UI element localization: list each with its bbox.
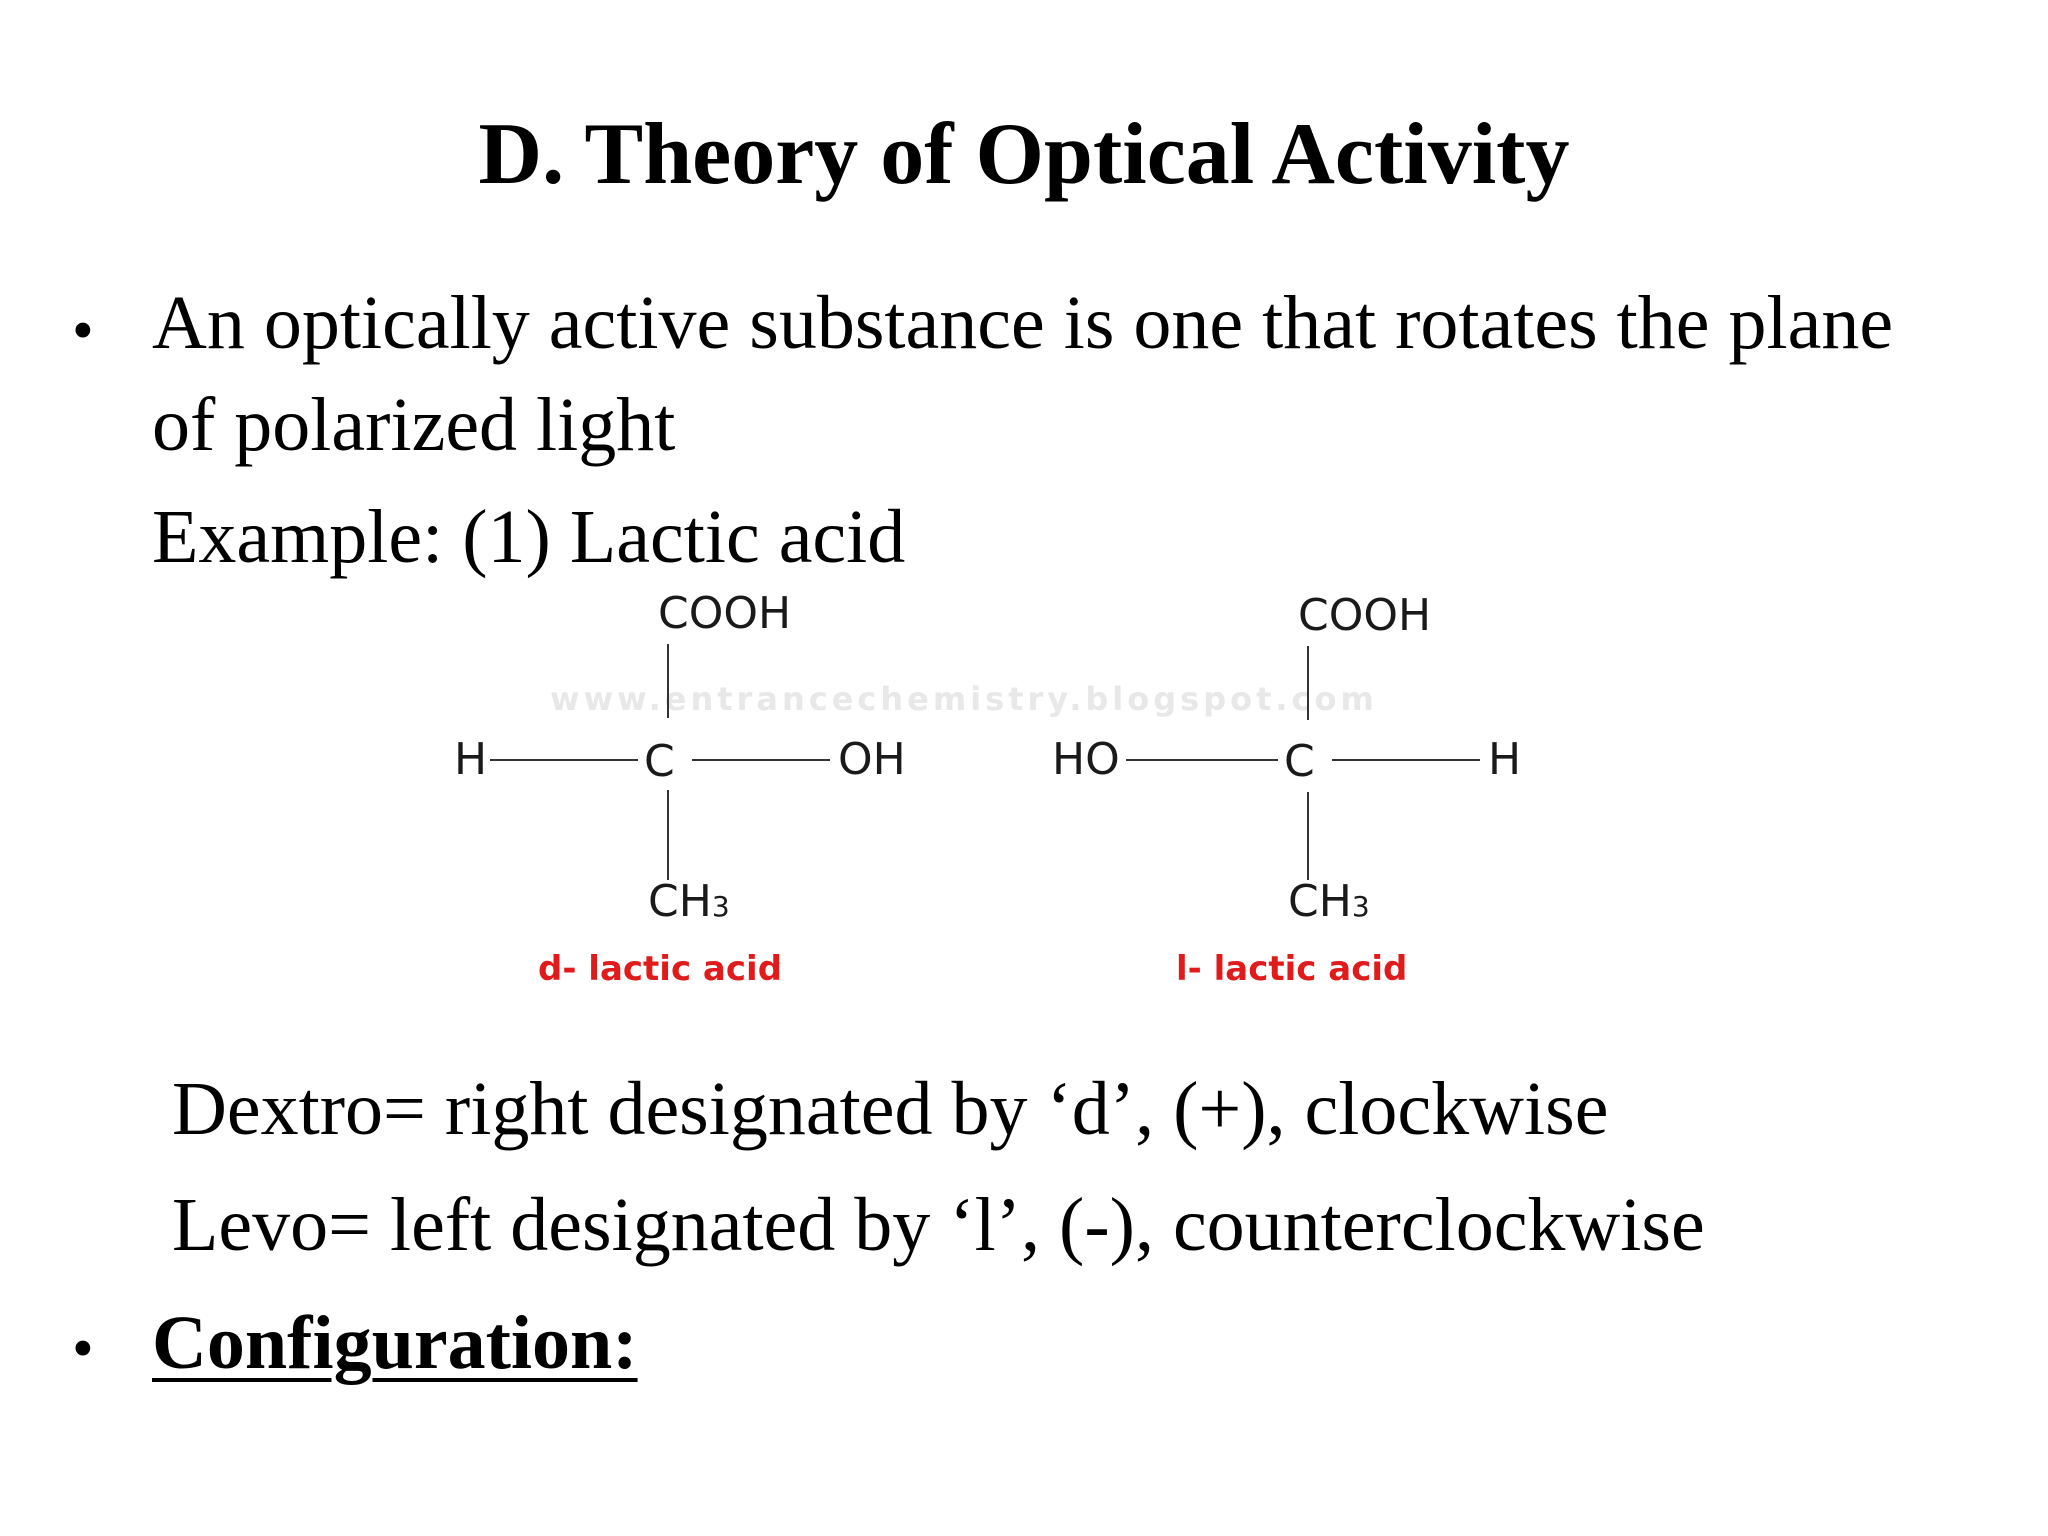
example-line: Example: (1) Lactic acid <box>152 495 906 579</box>
definition-line-1: An optically active substance is one that rotates the plane <box>152 281 1894 365</box>
slide-title: D. Theory of Optical Activity <box>478 106 1570 203</box>
d-bottom-group: CH3 <box>648 876 730 927</box>
l-left-group: HO <box>1052 734 1120 785</box>
watermark-text: www.entrancechemistry.blogspot.com <box>550 680 1378 718</box>
d-top-group: COOH <box>658 590 792 639</box>
bullet-marker: • <box>72 297 94 365</box>
d-lactic-acid-structure <box>454 590 906 989</box>
l-lactic-acid-label: l- lactic acid <box>1176 949 1408 989</box>
d-center-carbon: C <box>644 736 675 787</box>
l-lactic-acid-structure <box>1052 590 1521 989</box>
bullet-marker: • <box>72 1315 94 1383</box>
levo-line: Levo= left designated by ‘l’, (-), counterclockwise <box>172 1183 1705 1267</box>
l-center-carbon: C <box>1284 736 1315 787</box>
dextro-line: Dextro= right designated by ‘d’, (+), clockwise <box>172 1067 1609 1151</box>
d-right-group: OH <box>838 734 906 785</box>
definition-line-2: of polarized light <box>152 383 676 467</box>
l-top-group: COOH <box>1298 590 1432 641</box>
d-lactic-acid-label: d- lactic acid <box>538 949 783 989</box>
lactic-acid-diagram <box>440 590 1580 1010</box>
l-bottom-group: CH3 <box>1288 876 1370 927</box>
l-right-group: H <box>1488 734 1522 785</box>
d-left-group: H <box>454 734 488 785</box>
configuration-heading: Configuration: <box>152 1301 638 1385</box>
